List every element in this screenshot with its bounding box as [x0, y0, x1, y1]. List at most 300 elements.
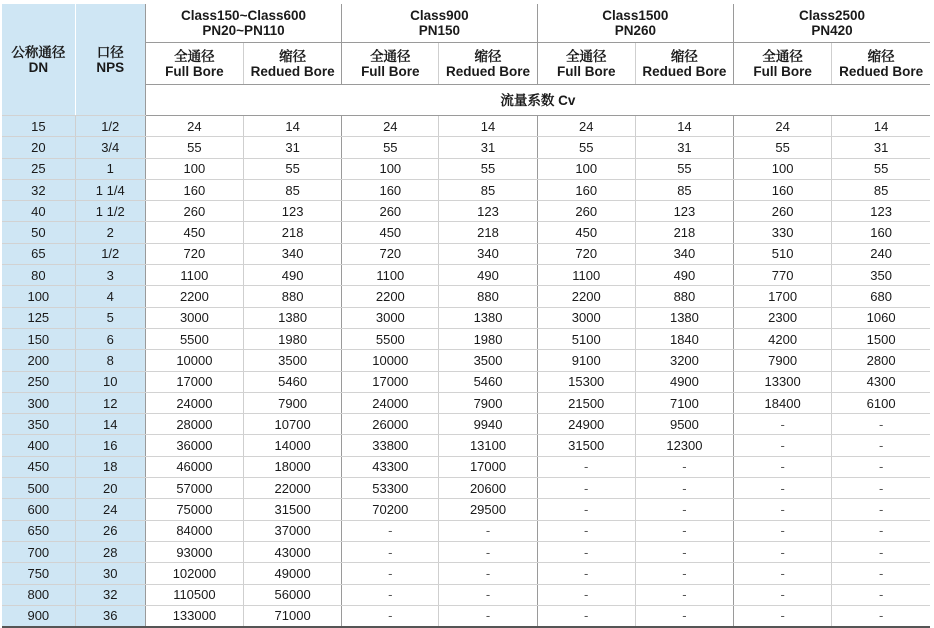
- cell-nps: 20: [75, 478, 145, 499]
- cell-dn: 900: [2, 605, 75, 627]
- cell-cv: -: [342, 541, 439, 562]
- cell-cv: 330: [734, 222, 832, 243]
- class-label: Class900: [410, 8, 469, 23]
- bore-label-cn: 全通径: [174, 48, 215, 64]
- cell-cv: 880: [635, 286, 733, 307]
- table-row: [2, 116, 930, 137]
- cell-dn: 50: [2, 222, 75, 243]
- cell-nps: 1 1/4: [75, 179, 145, 200]
- cell-nps: 30: [75, 563, 145, 584]
- cell-cv: 7100: [635, 392, 733, 413]
- cell-cv: 46000: [145, 456, 243, 477]
- cell-cv: 1500: [832, 328, 930, 349]
- header-full-bore: [537, 43, 635, 85]
- cell-cv: 1840: [635, 328, 733, 349]
- class-label: Class150~Class600: [181, 8, 306, 23]
- cell-cv: 93000: [145, 541, 243, 562]
- header-full-bore: [145, 43, 243, 85]
- cell-cv: 123: [635, 201, 733, 222]
- cell-cv: 55: [635, 158, 733, 179]
- cell-cv: 680: [832, 286, 930, 307]
- cell-cv: 49000: [244, 563, 342, 584]
- cell-cv: 55: [244, 158, 342, 179]
- cell-dn: 80: [2, 265, 75, 286]
- cell-nps: 5: [75, 307, 145, 328]
- cell-cv: -: [635, 520, 733, 541]
- cell-cv: 133000: [145, 605, 243, 627]
- cell-cv: 340: [635, 243, 733, 264]
- cell-cv: -: [635, 584, 733, 605]
- cell-cv: 56000: [244, 584, 342, 605]
- cell-cv: -: [635, 605, 733, 627]
- cell-cv: -: [537, 520, 635, 541]
- cell-cv: -: [439, 605, 537, 627]
- cell-cv: 123: [439, 201, 537, 222]
- cell-cv: 53300: [342, 478, 439, 499]
- cell-nps: 1 1/2: [75, 201, 145, 222]
- bore-label-en: Redued Bore: [642, 63, 727, 79]
- cell-cv: 71000: [244, 605, 342, 627]
- cell-cv: 31: [439, 137, 537, 158]
- header-nps-en: NPS: [96, 59, 125, 75]
- cell-cv: 1060: [832, 307, 930, 328]
- cell-cv: 770: [734, 265, 832, 286]
- table-row: [2, 265, 930, 286]
- cell-cv: 24: [734, 116, 832, 137]
- cell-cv: 37000: [244, 520, 342, 541]
- cell-cv: -: [832, 541, 930, 562]
- cell-cv: 55: [342, 137, 439, 158]
- cell-cv: 24000: [342, 392, 439, 413]
- header-class-group: [145, 4, 341, 43]
- cell-cv: 340: [244, 243, 342, 264]
- cell-cv: -: [734, 499, 832, 520]
- cell-cv: -: [439, 563, 537, 584]
- bore-label-en: Redued Bore: [250, 63, 335, 79]
- cell-cv: 55: [537, 137, 635, 158]
- cell-dn: 450: [2, 456, 75, 477]
- cell-cv: 6100: [832, 392, 930, 413]
- cell-cv: 31500: [244, 499, 342, 520]
- cell-cv: -: [832, 563, 930, 584]
- table-row: [2, 350, 930, 371]
- cell-dn: 65: [2, 243, 75, 264]
- cell-nps: 4: [75, 286, 145, 307]
- cell-cv: 84000: [145, 520, 243, 541]
- cell-cv: 1380: [635, 307, 733, 328]
- header-reduced-bore: [439, 43, 537, 85]
- cell-cv: 3000: [537, 307, 635, 328]
- cell-cv: 3500: [439, 350, 537, 371]
- cell-cv: 160: [734, 179, 832, 200]
- cell-cv: -: [832, 456, 930, 477]
- cell-cv: 85: [832, 179, 930, 200]
- cell-dn: 700: [2, 541, 75, 562]
- cell-cv: 85: [439, 179, 537, 200]
- table-row: [2, 222, 930, 243]
- cell-cv: 218: [635, 222, 733, 243]
- cell-cv: -: [537, 605, 635, 627]
- table-row: [2, 286, 930, 307]
- header-reduced-bore: [832, 43, 930, 85]
- header-dn: [2, 4, 75, 116]
- cell-cv: 490: [439, 265, 537, 286]
- cell-cv: 31: [635, 137, 733, 158]
- cell-cv: 18000: [244, 456, 342, 477]
- cell-cv: 29500: [439, 499, 537, 520]
- cell-cv: 100: [734, 158, 832, 179]
- cell-cv: 24: [537, 116, 635, 137]
- cell-cv: 7900: [734, 350, 832, 371]
- cell-cv: 14: [244, 116, 342, 137]
- cell-dn: 20: [2, 137, 75, 158]
- bore-label-cn: 缩径: [279, 48, 307, 64]
- cell-nps: 32: [75, 584, 145, 605]
- cell-cv: 24: [342, 116, 439, 137]
- cell-cv: 15300: [537, 371, 635, 392]
- cell-cv: 5500: [342, 328, 439, 349]
- cell-cv: 26000: [342, 414, 439, 435]
- cell-cv: 2800: [832, 350, 930, 371]
- cell-cv: 13100: [439, 435, 537, 456]
- header-nps: [75, 4, 145, 116]
- cell-cv: 9100: [537, 350, 635, 371]
- cell-cv: 24: [145, 116, 243, 137]
- cell-cv: 14: [832, 116, 930, 137]
- bore-label-en: Full Bore: [753, 63, 812, 79]
- table-row: [2, 478, 930, 499]
- bore-label-en: Full Bore: [361, 63, 420, 79]
- table-row: [2, 499, 930, 520]
- bore-label-en: Redued Bore: [839, 63, 924, 79]
- cell-cv: -: [635, 478, 733, 499]
- cell-cv: 160: [537, 179, 635, 200]
- cell-cv: -: [537, 541, 635, 562]
- bore-label-en: Redued Bore: [446, 63, 531, 79]
- table-row: [2, 414, 930, 435]
- cell-cv: 160: [832, 222, 930, 243]
- table-row: [2, 137, 930, 158]
- cell-cv: 490: [244, 265, 342, 286]
- cell-nps: 12: [75, 392, 145, 413]
- cell-cv: 1980: [439, 328, 537, 349]
- cell-dn: 750: [2, 563, 75, 584]
- cell-cv: 450: [342, 222, 439, 243]
- header-full-bore: [342, 43, 439, 85]
- cell-cv: -: [439, 541, 537, 562]
- cell-cv: 2300: [734, 307, 832, 328]
- cell-cv: 102000: [145, 563, 243, 584]
- cell-cv: 260: [537, 201, 635, 222]
- cell-dn: 32: [2, 179, 75, 200]
- cell-cv: 13300: [734, 371, 832, 392]
- cell-cv: 110500: [145, 584, 243, 605]
- cell-nps: 28: [75, 541, 145, 562]
- pn-label: PN150: [418, 23, 461, 38]
- header-class-group: [342, 4, 537, 43]
- bore-label-cn: 全通径: [370, 48, 411, 64]
- cell-cv: -: [734, 605, 832, 627]
- cell-cv: 123: [244, 201, 342, 222]
- cell-cv: -: [832, 414, 930, 435]
- table-row: [2, 243, 930, 264]
- cell-cv: 5100: [537, 328, 635, 349]
- cell-cv: 3000: [145, 307, 243, 328]
- cell-cv: -: [734, 563, 832, 584]
- cell-nps: 26: [75, 520, 145, 541]
- cell-cv: 510: [734, 243, 832, 264]
- cell-dn: 150: [2, 328, 75, 349]
- cell-cv: 2200: [537, 286, 635, 307]
- cell-cv: 10000: [342, 350, 439, 371]
- cell-cv: -: [342, 520, 439, 541]
- cell-cv: 1380: [439, 307, 537, 328]
- cell-cv: 450: [537, 222, 635, 243]
- cell-cv: 22000: [244, 478, 342, 499]
- cell-cv: -: [734, 584, 832, 605]
- cell-cv: 31: [244, 137, 342, 158]
- cell-cv: 3000: [342, 307, 439, 328]
- cell-cv: 14: [635, 116, 733, 137]
- table-row: [2, 584, 930, 605]
- cell-cv: 57000: [145, 478, 243, 499]
- cell-cv: 55: [832, 158, 930, 179]
- cell-cv: 160: [145, 179, 243, 200]
- cell-cv: 10000: [145, 350, 243, 371]
- table-row: [2, 371, 930, 392]
- cell-cv: -: [537, 563, 635, 584]
- cell-cv: -: [734, 456, 832, 477]
- cell-dn: 125: [2, 307, 75, 328]
- cell-cv: 1980: [244, 328, 342, 349]
- cell-cv: 17000: [439, 456, 537, 477]
- header-nps-cn: 口径: [96, 44, 124, 60]
- cell-dn: 500: [2, 478, 75, 499]
- header-class-group: [537, 4, 733, 43]
- cell-cv: 1380: [244, 307, 342, 328]
- cell-cv: 17000: [145, 371, 243, 392]
- cell-cv: -: [537, 584, 635, 605]
- cell-cv: -: [832, 520, 930, 541]
- cell-dn: 15: [2, 116, 75, 137]
- cell-nps: 3/4: [75, 137, 145, 158]
- cell-cv: -: [439, 520, 537, 541]
- cell-cv: 880: [439, 286, 537, 307]
- cell-dn: 40: [2, 201, 75, 222]
- cell-cv: 720: [145, 243, 243, 264]
- cell-cv: 4900: [635, 371, 733, 392]
- cell-cv: 43000: [244, 541, 342, 562]
- cell-cv: -: [342, 605, 439, 627]
- cell-nps: 8: [75, 350, 145, 371]
- table-row: [2, 520, 930, 541]
- cell-dn: 400: [2, 435, 75, 456]
- cell-cv: 160: [342, 179, 439, 200]
- cell-cv: 100: [145, 158, 243, 179]
- cell-dn: 350: [2, 414, 75, 435]
- cell-dn: 650: [2, 520, 75, 541]
- table-row: [2, 392, 930, 413]
- cell-cv: 4200: [734, 328, 832, 349]
- cell-cv: -: [832, 584, 930, 605]
- cell-cv: 5500: [145, 328, 243, 349]
- cell-cv: -: [734, 435, 832, 456]
- cell-cv: 18400: [734, 392, 832, 413]
- pn-label: PN420: [811, 23, 853, 38]
- cell-nps: 2: [75, 222, 145, 243]
- cell-cv: 218: [439, 222, 537, 243]
- header-dn-en: DN: [28, 59, 49, 75]
- cell-cv: -: [635, 499, 733, 520]
- cell-cv: -: [734, 541, 832, 562]
- cell-cv: 3200: [635, 350, 733, 371]
- cell-cv: 720: [537, 243, 635, 264]
- header-dn-cn: 公称通径: [11, 44, 66, 60]
- cell-cv: -: [635, 456, 733, 477]
- cell-cv: 85: [635, 179, 733, 200]
- cell-cv: -: [734, 414, 832, 435]
- table-row: [2, 158, 930, 179]
- cell-cv: 21500: [537, 392, 635, 413]
- cell-dn: 200: [2, 350, 75, 371]
- cell-dn: 100: [2, 286, 75, 307]
- cell-dn: 25: [2, 158, 75, 179]
- cell-cv: 350: [832, 265, 930, 286]
- header-full-bore: [734, 43, 832, 85]
- cell-nps: 6: [75, 328, 145, 349]
- cell-nps: 14: [75, 414, 145, 435]
- cell-cv: 490: [635, 265, 733, 286]
- cell-cv: -: [537, 499, 635, 520]
- cell-cv: 4300: [832, 371, 930, 392]
- cell-cv: -: [832, 435, 930, 456]
- cell-cv: 20600: [439, 478, 537, 499]
- cell-cv: 1100: [537, 265, 635, 286]
- cell-cv: -: [832, 499, 930, 520]
- cell-cv: 720: [342, 243, 439, 264]
- cell-cv: 14: [439, 116, 537, 137]
- cell-cv: 3500: [244, 350, 342, 371]
- cell-dn: 800: [2, 584, 75, 605]
- cell-cv: -: [734, 520, 832, 541]
- class-label: Class2500: [798, 8, 866, 23]
- cell-cv: 24000: [145, 392, 243, 413]
- cell-nps: 18: [75, 456, 145, 477]
- cell-cv: 7900: [439, 392, 537, 413]
- cell-nps: 16: [75, 435, 145, 456]
- cell-cv: 9940: [439, 414, 537, 435]
- cell-cv: 33800: [342, 435, 439, 456]
- cell-cv: 7900: [244, 392, 342, 413]
- class-label: Class1500: [602, 8, 669, 23]
- bore-label-en: Full Bore: [556, 63, 616, 79]
- cell-nps: 1/2: [75, 116, 145, 137]
- cell-cv: 12300: [635, 435, 733, 456]
- table-row: [2, 201, 930, 222]
- cell-cv: 36000: [145, 435, 243, 456]
- cell-cv: -: [635, 541, 733, 562]
- table-row: [2, 328, 930, 349]
- cell-cv: 55: [145, 137, 243, 158]
- bore-label-cn: 全通径: [762, 48, 803, 64]
- cell-cv: 17000: [342, 371, 439, 392]
- cell-nps: 1/2: [75, 243, 145, 264]
- cell-cv: 43300: [342, 456, 439, 477]
- cell-cv: 75000: [145, 499, 243, 520]
- bore-label-cn: 全通径: [565, 48, 607, 64]
- cell-cv: -: [537, 456, 635, 477]
- cell-cv: 2200: [342, 286, 439, 307]
- cell-cv: 100: [537, 158, 635, 179]
- cell-cv: 1100: [342, 265, 439, 286]
- cell-cv: -: [734, 478, 832, 499]
- cell-cv: 880: [244, 286, 342, 307]
- table-row: [2, 307, 930, 328]
- bore-label-cn: 缩径: [474, 48, 502, 64]
- table-row: [2, 541, 930, 562]
- cell-cv: 123: [832, 201, 930, 222]
- cv-label: 流量系数 Cv: [145, 85, 930, 116]
- cell-cv: 260: [342, 201, 439, 222]
- cell-cv: 340: [439, 243, 537, 264]
- cell-cv: 5460: [439, 371, 537, 392]
- cell-cv: 1100: [145, 265, 243, 286]
- cell-cv: 218: [244, 222, 342, 243]
- cell-cv: 24900: [537, 414, 635, 435]
- cell-cv: 260: [145, 201, 243, 222]
- cell-dn: 600: [2, 499, 75, 520]
- table-row: [2, 179, 930, 200]
- cell-cv: 14000: [244, 435, 342, 456]
- cell-cv: -: [439, 584, 537, 605]
- cell-cv: -: [342, 563, 439, 584]
- cell-cv: -: [342, 584, 439, 605]
- header-reduced-bore: [635, 43, 733, 85]
- cell-cv: -: [537, 478, 635, 499]
- cell-cv: 55: [439, 158, 537, 179]
- bore-label-cn: 缩径: [867, 48, 895, 64]
- pn-label: PN260: [614, 23, 656, 38]
- cell-cv: -: [635, 563, 733, 584]
- cell-cv: 1700: [734, 286, 832, 307]
- cell-cv: 450: [145, 222, 243, 243]
- cell-dn: 300: [2, 392, 75, 413]
- cell-cv: 260: [734, 201, 832, 222]
- cell-cv: 85: [244, 179, 342, 200]
- cell-nps: 3: [75, 265, 145, 286]
- table-row: [2, 563, 930, 584]
- cell-cv: 9500: [635, 414, 733, 435]
- cell-cv: -: [832, 478, 930, 499]
- cell-dn: 250: [2, 371, 75, 392]
- bore-label-cn: 缩径: [670, 48, 698, 64]
- table-row: [2, 435, 930, 456]
- cell-cv: 70200: [342, 499, 439, 520]
- header-class-group: [734, 4, 930, 43]
- cell-nps: 36: [75, 605, 145, 627]
- cell-nps: 24: [75, 499, 145, 520]
- cell-cv: 31: [832, 137, 930, 158]
- cv-flow-coefficient-table: [2, 4, 930, 628]
- cell-cv: 31500: [537, 435, 635, 456]
- cell-nps: 1: [75, 158, 145, 179]
- table-row: [2, 456, 930, 477]
- cell-nps: 10: [75, 371, 145, 392]
- pn-label: PN20~PN110: [202, 23, 285, 38]
- cell-cv: 100: [342, 158, 439, 179]
- cell-cv: -: [832, 605, 930, 627]
- cell-cv: 2200: [145, 286, 243, 307]
